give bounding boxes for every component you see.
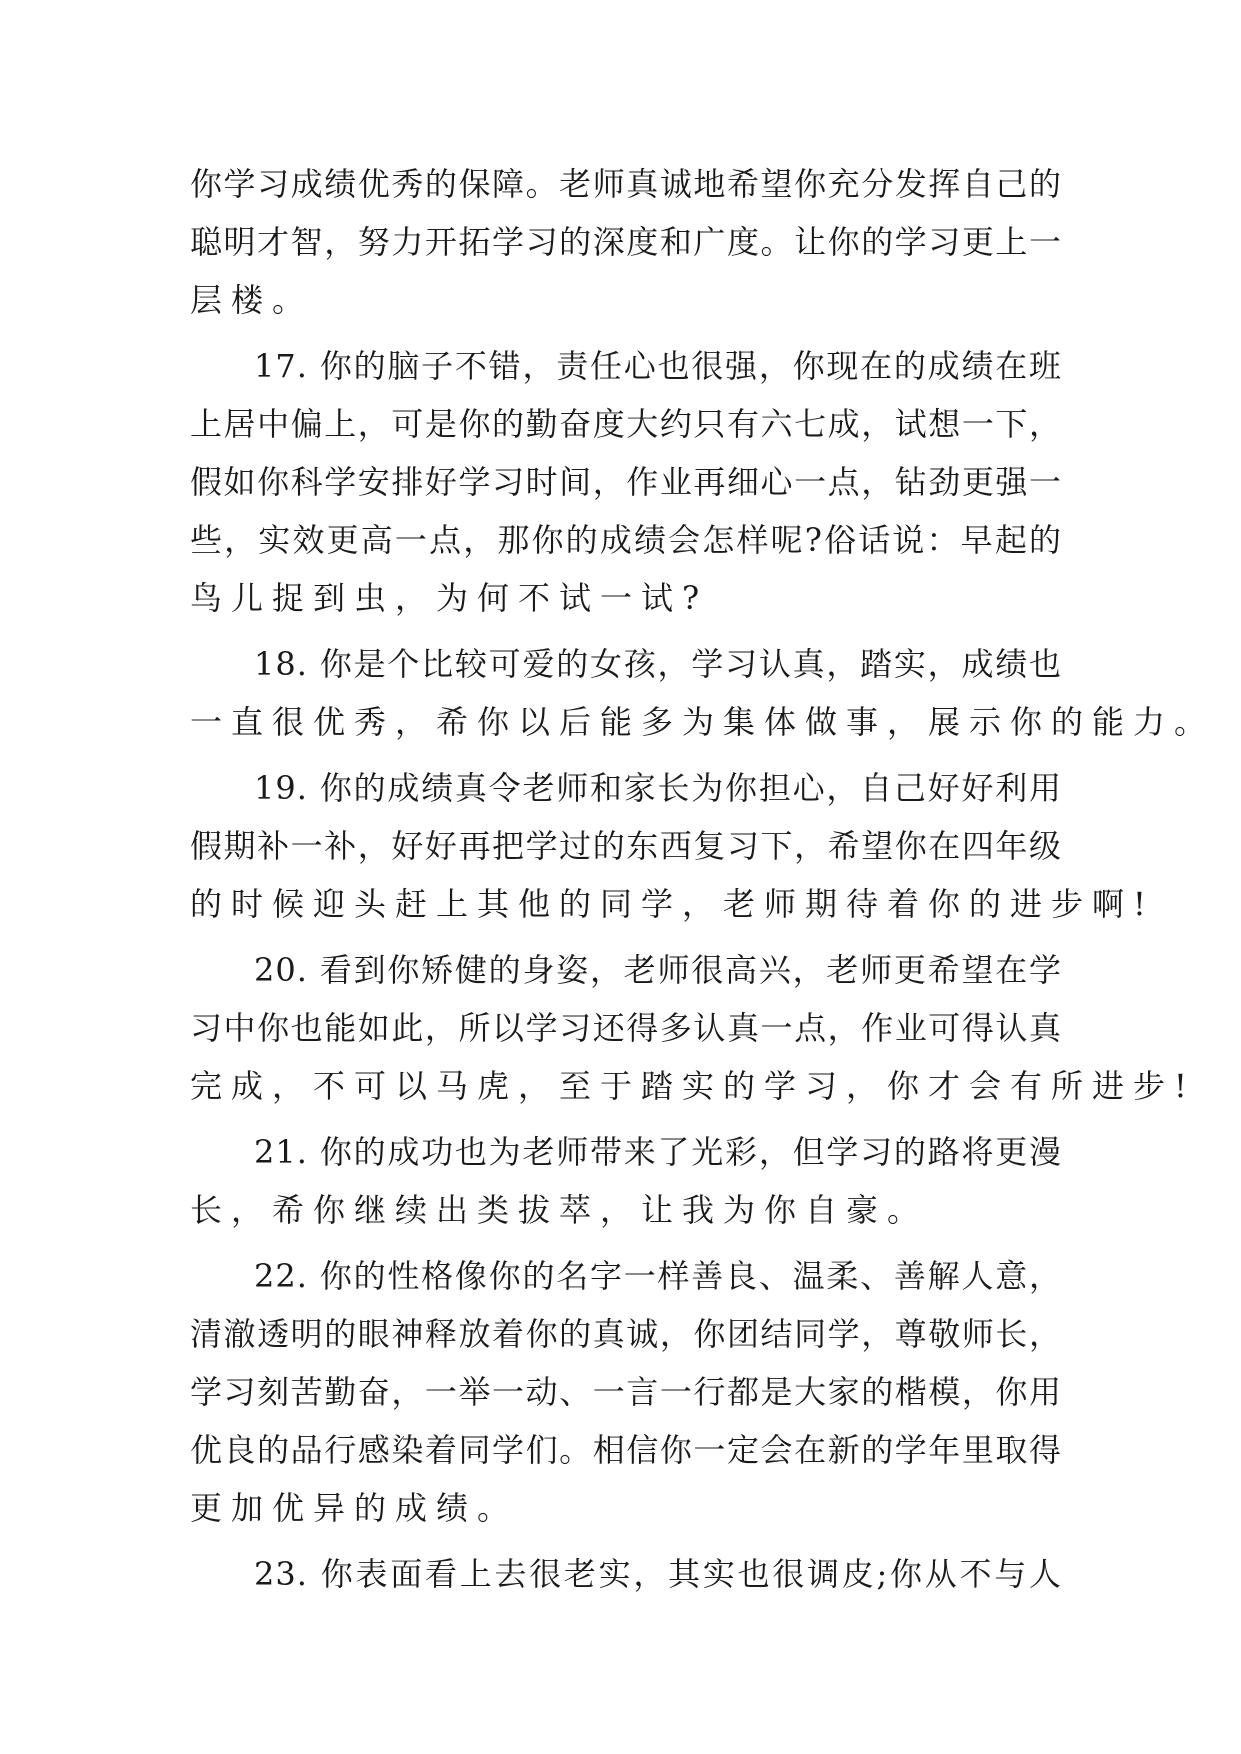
paragraph bbox=[190, 635, 1216, 751]
text-line: 学习刻苦勤奋，一举一动、一言一行都是大家的楷模，你用 bbox=[190, 1373, 1062, 1411]
text-line: 完成，不可以马虎，至于踏实的学习，你才会有所进步! bbox=[190, 1067, 1196, 1105]
paragraph-gap bbox=[190, 1537, 1062, 1545]
paragraph bbox=[190, 1247, 1062, 1537]
text-line: 习中你也能如此，所以学习还得多认真一点，作业可得认真 bbox=[190, 1009, 1062, 1047]
text-line: 鸟儿捉到虫，为何不试一试? bbox=[190, 579, 709, 617]
text-line: 22. 你的性格像你的名字一样善良、温柔、善解人意， bbox=[254, 1257, 1062, 1295]
text-line: 17. 你的脑子不错，责任心也很强，你现在的成绩在班 bbox=[254, 347, 1062, 385]
text-line: 更加优异的成绩。 bbox=[190, 1489, 519, 1527]
document-body bbox=[190, 155, 1216, 1603]
text-line: 的时候迎头赶上其他的同学，老师期待着你的进步啊! bbox=[190, 885, 1155, 923]
text-line: 层楼。 bbox=[190, 281, 314, 319]
text-line: 23. 你表面看上去很老实，其实也很调皮;你从不与人 bbox=[254, 1555, 1062, 1593]
paragraph-gap bbox=[190, 329, 1062, 337]
paragraph-gap bbox=[190, 933, 1062, 941]
text-line: 一直很优秀，希你以后能多为集体做事，展示你的能力。 bbox=[190, 703, 1216, 741]
paragraph-gap bbox=[190, 1115, 1062, 1123]
paragraph bbox=[190, 1545, 1062, 1603]
text-line: 优良的品行感染着同学们。相信你一定会在新的学年里取得 bbox=[190, 1431, 1062, 1469]
paragraph bbox=[190, 941, 1196, 1115]
paragraph bbox=[190, 155, 1062, 329]
text-line: 长，希你继续出类拔萃，让我为你自豪。 bbox=[190, 1191, 929, 1229]
text-line: 些，实效更高一点，那你的成绩会怎样呢?俗话说：早起的 bbox=[190, 521, 1062, 559]
text-line: 上居中偏上，可是你的勤奋度大约只有六七成，试想一下， bbox=[190, 405, 1062, 443]
text-line: 假期补一补，好好再把学过的东西复习下，希望你在四年级 bbox=[190, 827, 1062, 865]
text-line: 19. 你的成绩真令老师和家长为你担心，自己好好利用 bbox=[254, 769, 1062, 807]
paragraph bbox=[190, 1123, 1062, 1239]
text-line: 聪明才智，努力开拓学习的深度和广度。让你的学习更上一 bbox=[190, 223, 1062, 261]
text-line: 假如你科学安排好学习时间，作业再细心一点，钻劲更强一 bbox=[190, 463, 1062, 501]
paragraph-gap bbox=[190, 1239, 1062, 1247]
text-line: 20. 看到你矫健的身姿，老师很高兴，老师更希望在学 bbox=[254, 951, 1062, 989]
paragraph-gap bbox=[190, 751, 1062, 759]
text-line: 你学习成绩优秀的保障。老师真诚地希望你充分发挥自己的 bbox=[190, 165, 1062, 203]
paragraph-gap bbox=[190, 627, 1062, 635]
text-line: 21. 你的成功也为老师带来了光彩，但学习的路将更漫 bbox=[254, 1133, 1062, 1171]
text-line: 清澈透明的眼神释放着你的真诚，你团结同学，尊敬师长， bbox=[190, 1315, 1062, 1353]
paragraph bbox=[190, 337, 1062, 627]
text-line: 18. 你是个比较可爱的女孩，学习认真，踏实，成绩也 bbox=[254, 645, 1062, 683]
paragraph bbox=[190, 759, 1155, 933]
